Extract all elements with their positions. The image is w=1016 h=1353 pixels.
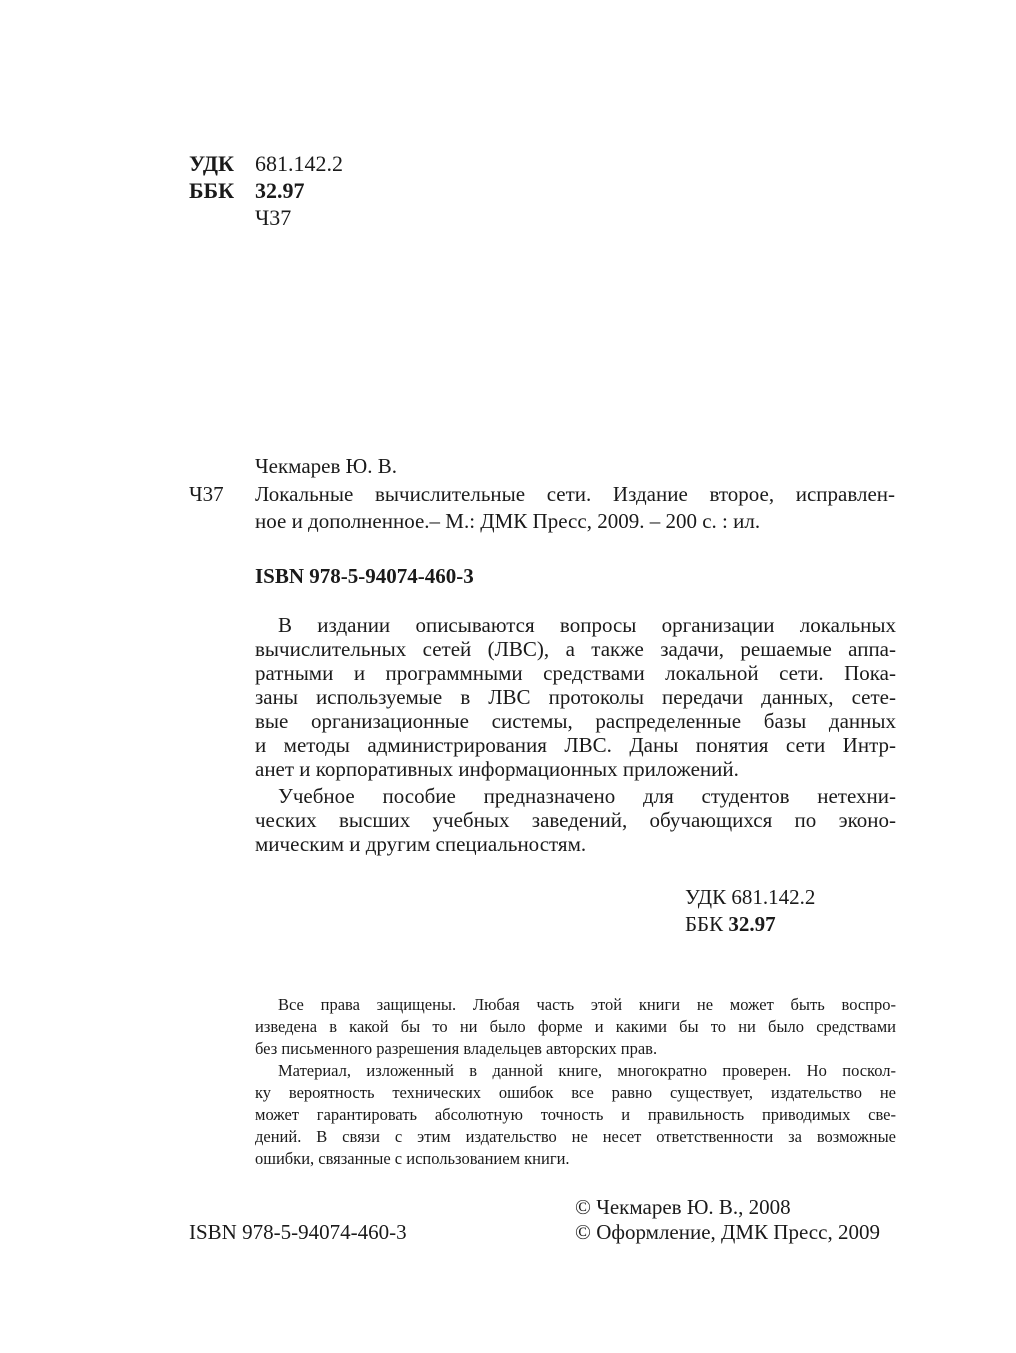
abstract-line: ратными и программными средствами локальной сети. Пока- [255, 661, 896, 685]
abstract-line: мическим и другим специальностям. [255, 832, 587, 856]
rights-line: ошибки, связанные с использованием книги. [255, 1149, 570, 1168]
rights-line: ку вероятность технических ошибок все равно существует, издательство не [255, 1083, 896, 1102]
bib-author-mark: Ч37 [189, 482, 224, 506]
abstract-line: заны используемые в ЛВС протоколы передачи данных, сете- [255, 685, 896, 709]
author-name: Чекмарев Ю. В. [255, 454, 397, 478]
abstract-line: ческих высших учебных заведений, обучающихся по эконо- [255, 808, 896, 832]
abstract-bbk [685, 911, 776, 937]
bib-title-line-1: Локальные вычислительные сети. Издание второе, исправлен- [255, 482, 895, 506]
abstract-udk: УДК 681.142.2 [685, 885, 816, 909]
abstract-line: В издании описываются вопросы организации локальных [278, 613, 896, 637]
isbn-label: ISBN [255, 564, 305, 588]
udk-label: УДК [189, 151, 235, 176]
bib-title-line-2: ное и дополненное.– М.: ДМК Пресс, 2009. – 200 с. : ил. [255, 509, 761, 533]
rights-line: изведена в какой бы то ни было форме и какими бы то ни было средствами [255, 1017, 896, 1036]
copyright-author: © Чекмарев Ю. В., 2008 [575, 1195, 791, 1219]
rights-line: Материал, изложенный в данной книге, многократно проверен. Но поскол- [278, 1061, 896, 1080]
abstract-bbk-label: ББК [685, 912, 724, 936]
rights-line: без письменного разрешения владельцев авторских прав. [255, 1039, 658, 1058]
rights-line: может гарантировать абсолютную точность и правильность приводимых све- [255, 1105, 896, 1124]
abstract-line: анет и корпоративных информационных приложений. [255, 757, 739, 781]
abstract-bbk-value: 32.97 [728, 912, 776, 936]
abstract-line: и методы администрирования ЛВС. Даны понятия сети Интр- [255, 733, 896, 757]
udk-value: 681.142.2 [255, 151, 343, 176]
abstract-line: вые организационные системы, распределенные базы данных [255, 709, 896, 733]
author-mark: Ч37 [255, 205, 292, 230]
bbk-value: 32.97 [255, 178, 305, 203]
rights-line: Все права защищены. Любая часть этой книги не может быть воспро- [278, 995, 896, 1014]
abstract-line: вычислительных сетей (ЛВС), а также задачи, решаемые аппа- [255, 637, 896, 661]
footer-isbn: ISBN 978-5-94074-460-3 [189, 1220, 407, 1244]
isbn-value: 978-5-94074-460-3 [309, 564, 474, 588]
rights-line: дений. В связи с этим издательство не несет ответственности за возможные [255, 1127, 896, 1146]
abstract-line: Учебное пособие предназначено для студентов нетехни- [278, 784, 896, 808]
bbk-label: ББК [189, 178, 235, 203]
copyright-design: © Оформление, ДМК Пресс, 2009 [575, 1220, 880, 1244]
isbn-bold [255, 563, 474, 589]
